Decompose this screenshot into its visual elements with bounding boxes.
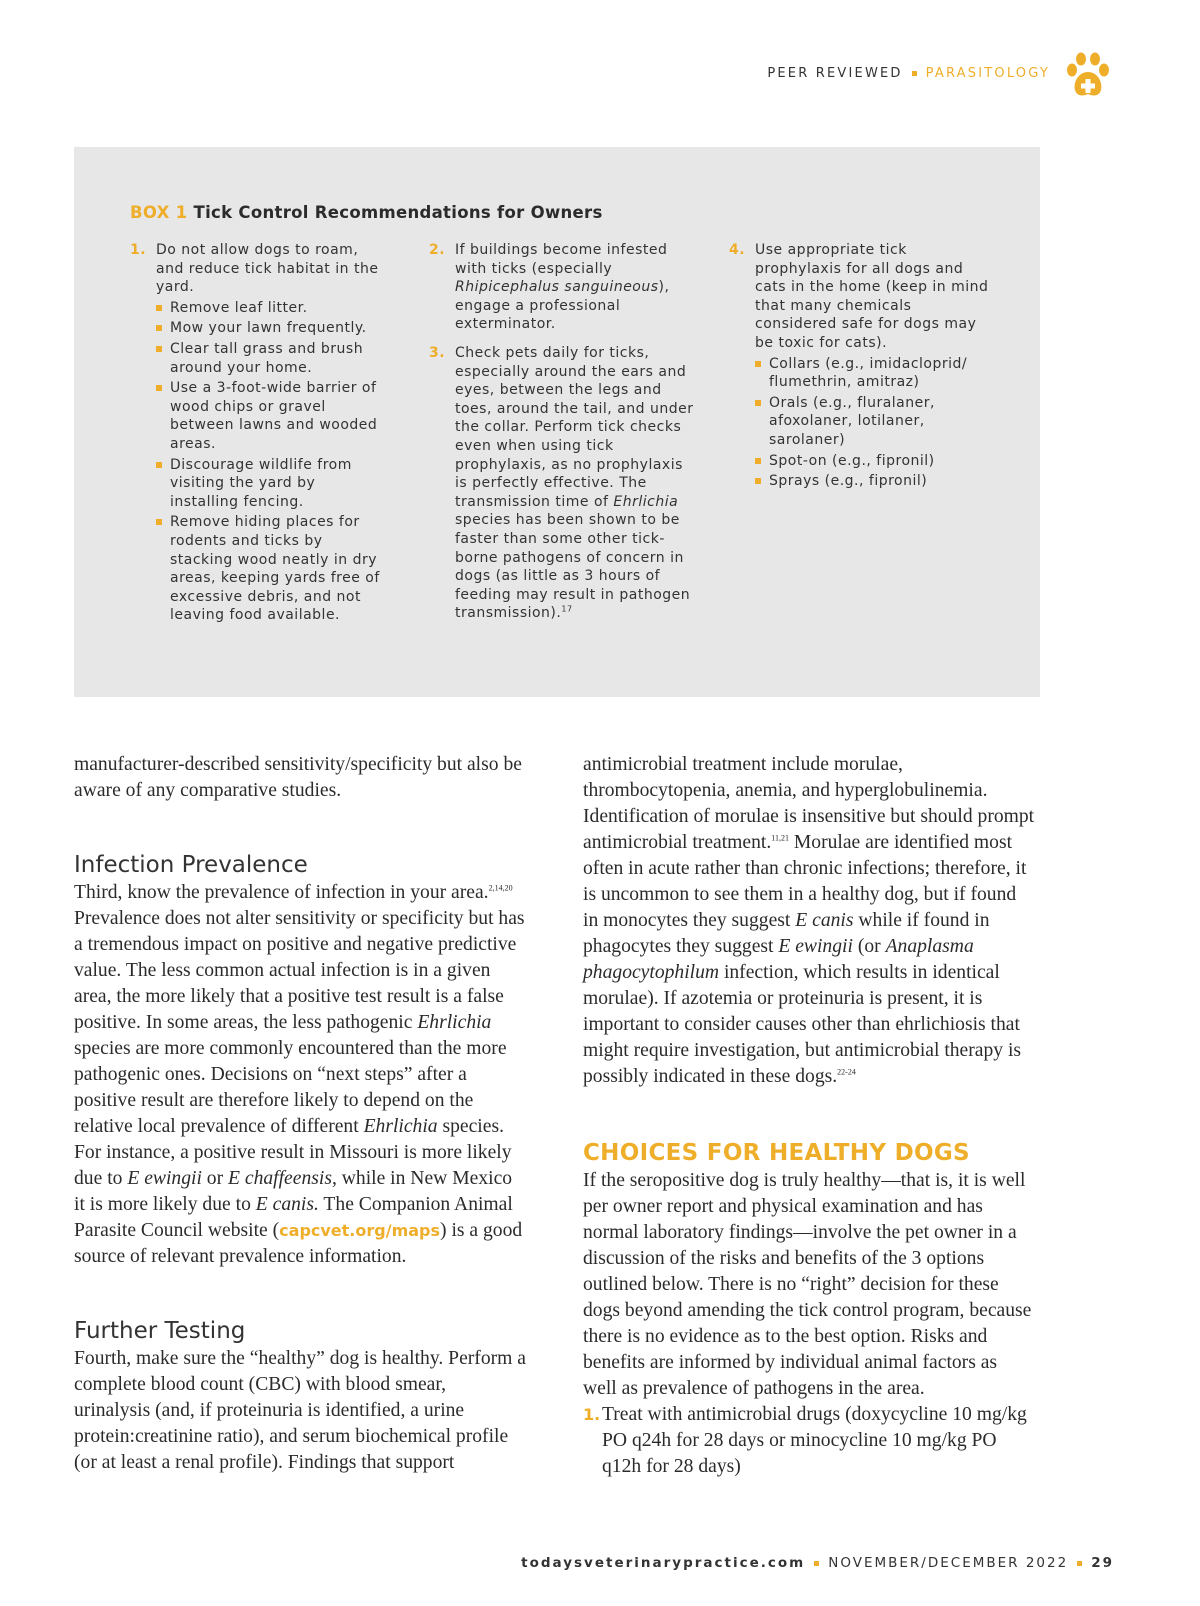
option-number: 1.: [583, 1405, 601, 1424]
item-text: Use appropriate tick prophylaxis for all dogs and cats in the home (keep in mind that many chemicals considered safe for dogs may be toxic for cats).: [755, 242, 989, 351]
paragraph-choices: If the seropositive dog is truly healthy—that is, it is well per owner report and physical examination and has normal laboratory findings—involve the pet owner in a discussion of the risks and benefits of the 3 options outlined below. There is no “right” decision for these dogs beyond amending the tick control program, because there is no evidence as to the best option. Risks and benefits are informed by individual animal factors as well as prevalence of pathogens in the area.: [583, 1170, 1032, 1399]
italic-text: E ewingii: [127, 1168, 202, 1189]
right-column: [583, 752, 1035, 1480]
footer-separator: [814, 1561, 819, 1566]
paragraph: manufacturer-described sensitivity/specificity but also be aware of any comparative studies.: [74, 754, 522, 801]
box-tick-control: [74, 147, 1040, 697]
text: while in New Mexico it is more likely due to: [74, 1168, 513, 1215]
text: infection, which results in identical morulae). If azotemia or proteinuria is present, it is important to consider causes other than ehrlichiosis that might require investigation, but antimicrobial therapy is possibly indicated in these dogs.: [583, 962, 1022, 1087]
box-title: [130, 203, 603, 222]
header-topic: PARASITOLOGY: [925, 66, 1050, 81]
text: ) is a good source of relevant prevalence information.: [74, 1220, 523, 1267]
reference-superscript: 22-24: [837, 1067, 856, 1077]
item-number: 3.: [429, 344, 446, 361]
item-text: species has been shown to be faster than some other tick-borne pathogens of concern in dogs (as little as 3 hours of feeding may result in pathogen transmission).: [455, 512, 691, 622]
page-footer: [521, 1555, 1114, 1571]
italic-text: E canis: [795, 910, 854, 931]
item-text: Do not allow dogs to roam, and reduce tick habitat in the yard.: [156, 242, 379, 296]
item-text-italic: Rhipicephalus sanguineous: [455, 279, 659, 296]
page-number: 29: [1091, 1555, 1114, 1571]
box-column-2: [429, 241, 694, 631]
option-item-1: [583, 1402, 1035, 1480]
list-item: Sprays (e.g., fipronil): [755, 472, 994, 491]
item-text-italic: Ehrlichia: [613, 493, 679, 510]
bullet-list: [156, 299, 385, 625]
box-item-1: [130, 241, 385, 625]
list-item: Remove leaf litter.: [156, 299, 385, 318]
footer-separator: [1077, 1561, 1082, 1566]
reference-superscript: 17: [561, 604, 573, 614]
item-number: 1.: [130, 242, 147, 258]
item-number: 2.: [429, 242, 446, 258]
italic-text: E ewingii: [778, 936, 853, 957]
italic-text: E chaffeensis,: [228, 1168, 337, 1189]
reference-superscript: 2,14,20: [488, 883, 513, 893]
running-header: [767, 66, 1050, 81]
heading-infection-prevalence: Infection Prevalence: [74, 852, 308, 878]
paw-plus-icon: [1062, 50, 1114, 102]
header-section: PEER REVIEWED: [767, 66, 903, 81]
reference-superscript: 11,21: [771, 833, 789, 843]
text: species. For instance, a positive result in Missouri is more likely due to: [74, 1116, 512, 1189]
text: species are more commonly encountered than the more pathogenic ones. Decisions on “next steps” after a positive result are therefore likely to depend on the relative local prevalence of different: [74, 1038, 507, 1137]
italic-text: Anaplasma phagocytophilum: [583, 936, 974, 983]
header-separator: [912, 71, 917, 76]
list-item: Clear tall grass and brush around your home.: [156, 340, 385, 377]
paragraph-testing: Fourth, make sure the “healthy” dog is healthy. Perform a complete blood count (CBC) with blood smear, urinalysis (and, if proteinuria is identified, a urine protein:creatinine ratio), and serum biochemical profile (or at least a renal profile). Findings that support: [74, 1348, 526, 1473]
left-column: [74, 752, 526, 1476]
heading-choices-healthy-dogs: CHOICES FOR HEALTHY DOGS: [583, 1140, 970, 1166]
box-item-3: [429, 344, 694, 623]
footer-site: todaysveterinarypractice.com: [521, 1555, 806, 1571]
box-heading: Tick Control Recommendations for Owners: [193, 203, 603, 222]
text: antimicrobial treatment include morulae, thrombocytopenia, anemia, and hyperglobulinemia. Identification of morulae is insensitive but should prompt antimicrobial treatment.: [583, 754, 1035, 853]
list-item: Mow your lawn frequently.: [156, 319, 385, 338]
box-item-4: [729, 241, 994, 491]
text: The Companion Animal Parasite Council website (: [74, 1194, 513, 1241]
item-text: ), engage a professional exterminator.: [455, 279, 670, 333]
option-text: Treat with antimicrobial drugs (doxycycline 10 mg/kg PO q24h for 28 days or minocycline 10 mg/kg PO q12h for 28 days): [602, 1404, 1027, 1477]
text: (or: [852, 936, 886, 957]
text: while if found in phagocytes they suggest: [583, 910, 990, 957]
heading-further-testing: Further Testing: [74, 1318, 246, 1344]
text: Prevalence does not alter sensitivity or specificity but has a tremendous impact on positive and negative predictive value. The less common actual infection is in a given area, the more likely that a positive test result is a false positive. In some areas, the less pathogenic: [74, 908, 525, 1033]
item-number: 4.: [729, 242, 746, 258]
list-item: Remove hiding places for rodents and ticks by stacking wood neatly in dry areas, keeping yards free of excessive debris, and not leaving food available.: [156, 513, 385, 625]
item-text: Check pets daily for ticks, especially around the ears and eyes, between the legs and toes, around the tail, and under the collar. Perform tick checks even when using tick prophylaxis, as no prophylaxis is perfectly effective. The transmission time of: [455, 344, 694, 510]
list-item: Collars (e.g., imidacloprid/ flumethrin, amitraz): [755, 355, 994, 392]
paragraph-prevalence: [74, 880, 526, 1270]
paragraph-morulae: [583, 752, 1035, 1090]
box-column-1: [130, 241, 385, 633]
box-column-3: [729, 241, 994, 499]
text: Third, know the prevalence of infection in your area.: [74, 882, 489, 903]
box-item-2: [429, 241, 694, 334]
list-item: Use a 3-foot-wide barrier of wood chips or gravel between lawns and wooded areas.: [156, 379, 385, 453]
italic-text: E canis.: [255, 1194, 319, 1215]
italic-text: Ehrlichia: [363, 1116, 438, 1137]
item-text: If buildings become infested with ticks (especially: [455, 242, 668, 277]
list-item: Orals (e.g., fluralaner, afoxolaner, lotilaner, sarolaner): [755, 394, 994, 450]
italic-text: Ehrlichia: [417, 1012, 492, 1033]
bullet-list: [755, 355, 994, 491]
list-item: Discourage wildlife from visiting the yard by installing fencing.: [156, 456, 385, 512]
text: or: [201, 1168, 229, 1189]
text: Morulae are identified most often in acute rather than chronic infections; therefore, it is uncommon to see them in a healthy dog, but if found in monocytes they suggest: [583, 832, 1027, 931]
capc-maps-link[interactable]: capcvet.org/maps: [279, 1221, 441, 1240]
footer-issue: NOVEMBER/DECEMBER 2022: [828, 1555, 1069, 1571]
list-item: Spot-on (e.g., fipronil): [755, 452, 994, 471]
box-label: BOX 1: [130, 203, 188, 222]
